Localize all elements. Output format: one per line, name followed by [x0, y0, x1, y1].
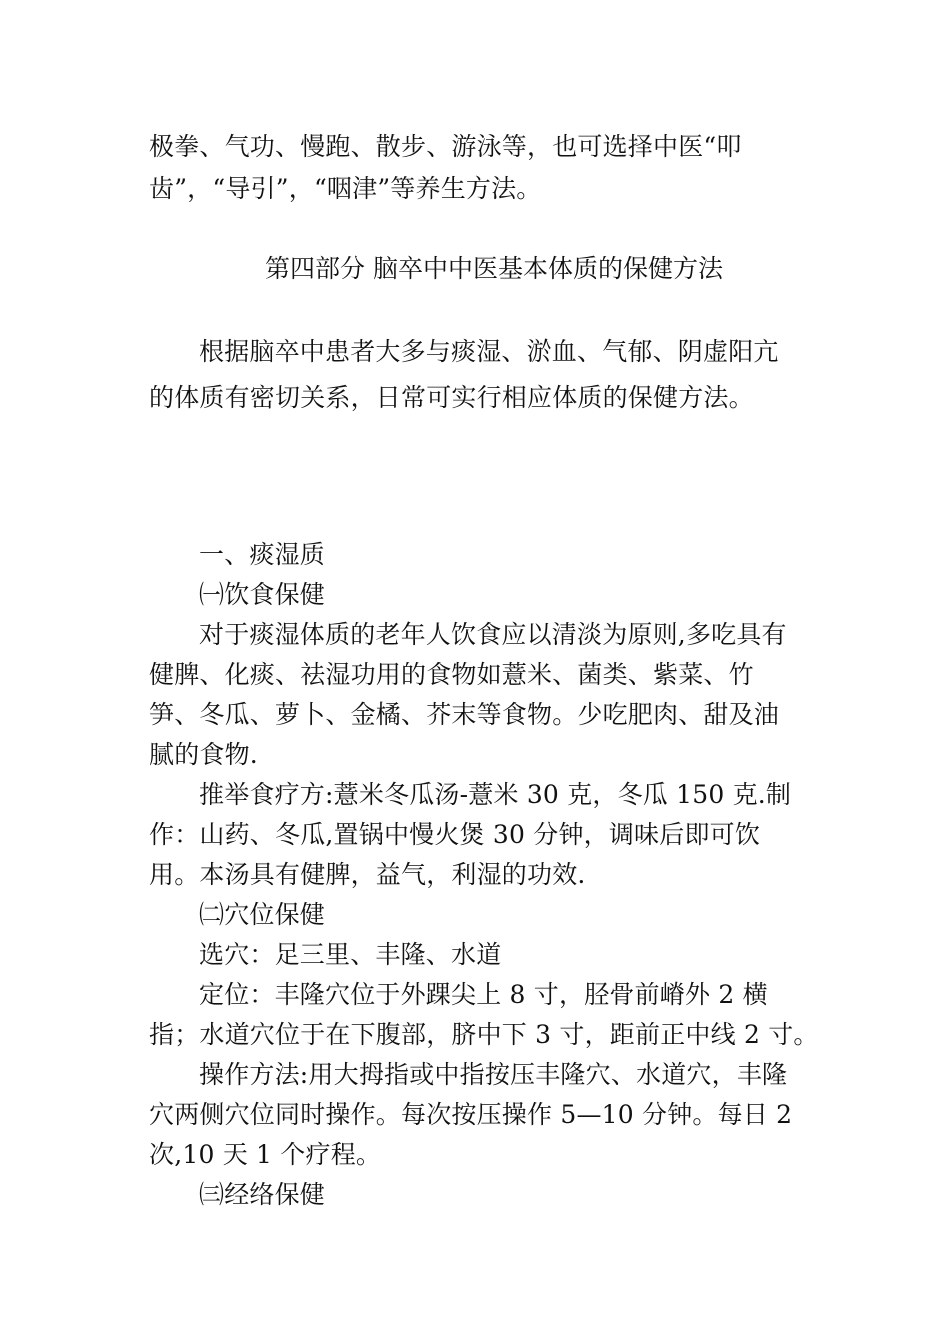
intro-line-2: 齿”，“导引”，“咽津”等养生方法。 — [149, 174, 542, 203]
method-line-2: 穴两侧穴位同时操作。每次按压操作 5—10 分钟。每日 2 — [149, 1100, 793, 1129]
recipe-line-2: 作：山药、冬瓜,置锅中慢火煲 30 分钟，调味后即可饮 — [149, 820, 761, 849]
acupoint-selection: 选穴：足三里、丰隆、水道 — [199, 940, 502, 969]
diet-paragraph-line-4: 腻的食物. — [149, 740, 258, 769]
recipe-line-3: 用。本汤具有健脾，益气，利湿的功效. — [149, 860, 586, 889]
subsection-title: 一、痰湿质 — [199, 540, 326, 569]
intro-line-1: 极拳、气功、慢跑、散步、游泳等，也可选择中医“叩 — [149, 132, 742, 161]
meridian-heading: ㈢经络保健 — [199, 1180, 326, 1209]
summary-line-2: 的体质有密切关系，日常可实行相应体质的保健方法。 — [149, 383, 754, 412]
location-line-1: 定位：丰隆穴位于外踝尖上 8 寸，胫骨前嵴外 2 横 — [199, 980, 768, 1009]
diet-paragraph-line-1: 对于痰湿体质的老年人饮食应以清淡为原则,多吃具有 — [199, 620, 787, 649]
diet-heading: ㈠饮食保健 — [199, 580, 326, 609]
summary-line-1: 根据脑卒中患者大多与痰湿、淤血、气郁、阴虚阳亢 — [199, 337, 779, 366]
method-line-3: 次,10 天 1 个疗程。 — [149, 1140, 382, 1169]
acupoint-heading: ㈡穴位保健 — [199, 900, 326, 929]
diet-paragraph-line-3: 笋、冬瓜、萝卜、金橘、芥末等食物。少吃肥肉、甜及油 — [149, 700, 780, 729]
location-line-2: 指；水道穴位于在下腹部，脐中下 3 寸，距前正中线 2 寸。 — [149, 1020, 819, 1049]
recipe-line-1: 推举食疗方:薏米冬瓜汤-薏米 30 克，冬瓜 150 克.制 — [199, 780, 792, 809]
method-line-1: 操作方法:用大拇指或中指按压丰隆穴、水道穴，丰隆 — [199, 1060, 788, 1089]
section-heading: 第四部分 脑卒中中医基本体质的保健方法 — [265, 254, 723, 283]
diet-paragraph-line-2: 健脾、化痰、祛湿功用的食物如薏米、菌类、紫菜、竹 — [149, 660, 754, 689]
